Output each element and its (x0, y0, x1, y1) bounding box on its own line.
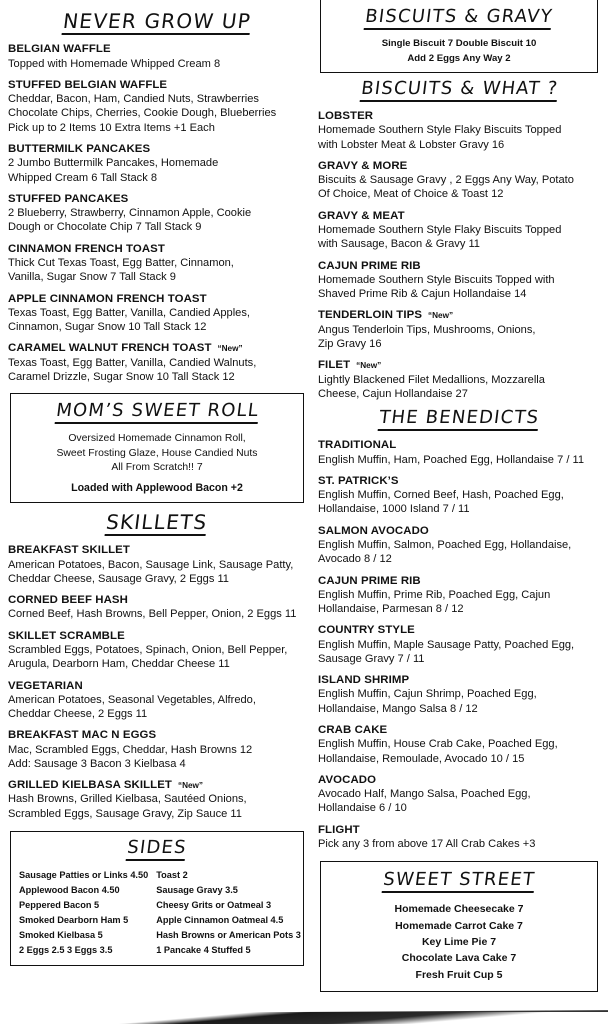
menu-item-description: American Potatoes, Seasonal Vegetables, Alfredo, (8, 693, 256, 706)
menu-item-description: Avocado 8 / 12 (318, 553, 392, 566)
menu-item-description: Cheddar Cheese, 2 Eggs 11 (8, 708, 148, 721)
menu-item (318, 358, 600, 401)
section-heading-moms-sweet-roll: MOM’S SWEET ROLL (54, 401, 260, 424)
menu-item-description: Homemade Southern Style Biscuits Topped with (318, 273, 555, 286)
menu-item (318, 259, 600, 302)
menu-item (318, 308, 600, 351)
new-badge: “New” (217, 344, 243, 354)
menu-item-name: COUNTRY STYLE (318, 624, 415, 637)
menu-item (8, 728, 306, 771)
menu-item-name: GRAVY & MORE (318, 159, 408, 172)
menu-item (318, 109, 600, 152)
menu-item-description: English Muffin, Ham, Poached Egg, Hollandaise 7 / 11 (318, 453, 584, 466)
menu-item-description: Hollandaise, 1000 Island 7 / 11 (318, 503, 470, 516)
moms-sweet-roll-line: All From Scratch!! 7 (111, 461, 203, 473)
menu-item-description: Avocado Half, Mango Salsa, Poached Egg, (318, 788, 531, 801)
sweet-street-line: Fresh Fruit Cup 5 (415, 968, 503, 981)
menu-item-name: GRAVY & MEAT (318, 209, 405, 222)
menu-item-description: Hollandaise, Remoulade, Avocado 10 / 15 (318, 752, 525, 765)
menu-item (8, 142, 306, 185)
menu-item-description: with Sausage, Bacon & Gravy 11 (318, 238, 480, 251)
menu-item-description: English Muffin, Corned Beef, Hash, Poached Egg, (318, 489, 564, 502)
sides-line: Apple Cinnamon Oatmeal 4.5 (156, 915, 284, 926)
section-heading-biscuits-and-gravy: BISCUITS & GRAVY (364, 7, 554, 30)
menu-item-description: Homemade Southern Style Flaky Biscuits Topped (318, 124, 562, 137)
sweet-street-line: Homemade Cheesecake 7 (394, 903, 524, 916)
menu-item-description: Pick up to 2 Items 10 Extra Items +1 Each (8, 121, 215, 134)
biscuits-and-gravy-line: Single Biscuit 7 Double Biscuit 10 (381, 38, 537, 50)
menu-item-description: 2 Jumbo Buttermilk Pancakes, Homemade (8, 157, 219, 170)
menu-item (8, 629, 306, 672)
skillets-items (8, 543, 306, 821)
menu-item-description: Whipped Cream 6 Tall Stack 8 (8, 171, 158, 184)
section-heading-sweet-street: SWEET STREET (382, 870, 537, 893)
menu-item-description: Chocolate Chips, Cherries, Cookie Dough, Blueberries (8, 107, 277, 120)
menu-item-description: Add: Sausage 3 Bacon 3 Kielbasa 4 (8, 757, 186, 770)
menu-item (8, 292, 306, 335)
menu-item-description: Corned Beef, Hash Browns, Bell Pepper, Onion, 2 Eggs 11 (8, 608, 297, 621)
menu-item-name: CORNED BEEF HASH (8, 594, 128, 607)
menu-item-description: Sausage Gravy 7 / 11 (318, 652, 425, 665)
menu-item (8, 242, 306, 285)
menu-item-name: CAJUN PRIME RIB (318, 259, 421, 272)
menu-item-description: Biscuits & Sausage Gravy , 2 Eggs Any Way, Potato (318, 174, 574, 187)
menu-item-name: AVOCADO (318, 773, 377, 786)
menu-item-description: Angus Tenderloin Tips, Mushrooms, Onions, (318, 323, 536, 336)
menu-item-description: English Muffin, House Crab Cake, Poached Egg, (318, 738, 558, 751)
sweet-street-line: Key Lime Pie 7 (421, 936, 497, 948)
moms-sweet-roll-lines (17, 432, 297, 474)
menu-item-description: Zip Gravy 16 (318, 338, 382, 351)
section-biscuits-and-what (318, 79, 600, 401)
menu-item (8, 679, 306, 722)
menu-item (318, 524, 600, 567)
biscuits-and-what-items (318, 109, 600, 401)
menu-item-name: STUFFED BELGIAN WAFFLE (8, 78, 168, 91)
menu-item-name: SKILLET SCRAMBLE (8, 629, 125, 642)
never-grow-up-items (8, 42, 306, 384)
menu-item-description: Thick Cut Texas Toast, Egg Batter, Cinnamon, (8, 257, 234, 270)
sides-line: Cheesy Grits or Oatmeal 3 (156, 900, 272, 911)
section-heading-never-grow-up: NEVER GROW UP (62, 10, 253, 35)
moms-sweet-roll-line: Oversized Homemade Cinnamon Roll, (68, 433, 246, 445)
menu-item-name: LOBSTER (318, 110, 374, 123)
sides-line: Sausage Patties or Links 4.50 (19, 870, 149, 881)
menu-item (318, 623, 600, 666)
menu-item-description: Texas Toast, Egg Batter, Vanilla, Candied Apples, (8, 306, 250, 319)
menu-item-description: Cheddar, Bacon, Ham, Candied Nuts, Strawberries (8, 93, 259, 106)
box-moms-sweet-roll (10, 393, 304, 503)
menu-item-description: English Muffin, Maple Sausage Patty, Poached Egg, (318, 638, 575, 651)
section-heading-sides: SIDES (126, 838, 188, 861)
section-heading-the-benedicts: THE BENEDICTS (378, 408, 541, 431)
menu-item (8, 78, 306, 135)
menu-item (318, 438, 600, 467)
menu-item-name: FILET “New” (318, 359, 382, 372)
section-heading-biscuits-and-what: BISCUITS & WHAT ? (359, 79, 559, 102)
menu-item-name: TRADITIONAL (318, 439, 397, 452)
new-badge: “New” (428, 311, 454, 321)
sides-line: Sausage Gravy 3.5 (156, 885, 238, 896)
menu-item-description: Hollandaise, Mango Salsa 8 / 12 (318, 702, 478, 715)
menu-item-name: TENDERLOIN TIPS “New” (318, 309, 454, 322)
menu-item-description: American Potatoes, Bacon, Sausage Link, Sausage Patty, (8, 558, 294, 571)
sides-column-2 (156, 868, 301, 958)
moms-sweet-roll-line: Sweet Frosting Glaze, House Candied Nuts (56, 447, 258, 459)
menu-item-name: ISLAND SHRIMP (318, 674, 410, 687)
menu-item-description: Shaved Prime Rib & Cajun Hollandaise 14 (318, 288, 527, 301)
sides-grid (19, 868, 301, 958)
right-column (312, 0, 608, 1024)
menu-item-description: Hollandaise, Parmesan 8 / 12 (318, 603, 464, 616)
menu-item-description: Topped with Homemade Whipped Cream 8 (8, 57, 221, 70)
menu-item-description: Vanilla, Sugar Snow 7 Tall Stack 9 (8, 271, 176, 284)
menu-item-name: CARAMEL WALNUT FRENCH TOAST “New” (8, 342, 243, 355)
menu-item-description: Texas Toast, Egg Batter, Vanilla, Candied Walnuts, (8, 356, 257, 369)
scan-edge (0, 1012, 608, 1024)
menu-item-description: Dough or Chocolate Chip 7 Tall Stack 9 (8, 221, 202, 234)
menu-item-description: English Muffin, Salmon, Poached Egg, Hollandaise, (318, 538, 572, 551)
menu-item (318, 474, 600, 517)
biscuits-and-gravy-lines (327, 37, 591, 66)
menu-item-name: CRAB CAKE (318, 724, 388, 737)
menu-item-name: CAJUN PRIME RIB (318, 574, 421, 587)
menu-item-name: APPLE CINNAMON FRENCH TOAST (8, 292, 207, 305)
sides-line: 2 Eggs 2.5 3 Eggs 3.5 (19, 945, 113, 956)
menu-item (318, 823, 600, 852)
sides-line: Peppered Bacon 5 (19, 900, 100, 911)
box-sweet-street (320, 861, 598, 991)
sides-line: Smoked Kielbasa 5 (19, 930, 103, 941)
menu-item-description: Scrambled Eggs, Sausage Gravy, Zip Sauce 11 (8, 807, 242, 820)
menu-item-description: Pick any 3 from above 17 All Crab Cakes +3 (318, 838, 536, 851)
benedicts-items (318, 438, 600, 851)
box-biscuits-and-gravy (320, 0, 598, 73)
sides-line: Toast 2 (156, 870, 188, 881)
moms-sweet-roll-note: Loaded with Applewood Bacon +2 (71, 481, 243, 494)
menu-item-description: Arugula, Dearborn Ham, Cheddar Cheese 11 (8, 658, 230, 671)
menu-item-name: ST. PATRICK’S (318, 474, 399, 487)
section-skillets (8, 511, 306, 821)
menu-item (318, 723, 600, 766)
menu-item-description: Scrambled Eggs, Potatoes, Spinach, Onion, Bell Pepper, (8, 643, 288, 656)
sides-column-1 (19, 868, 148, 958)
sides-line: Hash Browns or American Pots 3 (156, 930, 301, 941)
section-never-grow-up (8, 10, 306, 384)
menu-item (318, 773, 600, 816)
menu-item (318, 159, 600, 202)
menu-item-name: FLIGHT (318, 823, 360, 836)
menu-item-description: English Muffin, Prime Rib, Poached Egg, Cajun (318, 588, 551, 601)
menu-item-description: Hash Browns, Grilled Kielbasa, Sautéed Onions, (8, 793, 247, 806)
menu-item-name: CINNAMON FRENCH TOAST (8, 242, 165, 255)
menu-item-description: Cinnamon, Sugar Snow 10 Tall Stack 12 (8, 321, 207, 334)
sides-line: Applewood Bacon 4.50 (19, 885, 120, 896)
menu-item-description: Homemade Southern Style Flaky Biscuits Topped (318, 224, 562, 237)
menu-item (318, 574, 600, 617)
new-badge: “New” (356, 361, 382, 371)
menu-item-description: Hollandaise 6 / 10 (318, 802, 407, 815)
sweet-street-line: Homemade Carrot Cake 7 (395, 919, 523, 932)
section-heading-skillets: SKILLETS (105, 511, 209, 536)
menu-item (8, 192, 306, 235)
menu-item-name: BUTTERMILK PANCAKES (8, 143, 151, 156)
menu-item (8, 543, 306, 586)
menu-item-description: with Lobster Meat & Lobster Gravy 16 (318, 138, 505, 151)
menu-item-description: Mac, Scrambled Eggs, Cheddar, Hash Browns 12 (8, 743, 253, 756)
menu-item-name: BREAKFAST MAC N EGGS (8, 729, 157, 742)
menu-item-name: VEGETARIAN (8, 679, 83, 692)
menu-item (8, 593, 306, 622)
menu-item-description: Cheese, Cajun Hollandaise 27 (318, 387, 468, 400)
menu-item-name: BREAKFAST SKILLET (8, 544, 130, 557)
menu-item-description: 2 Blueberry, Strawberry, Cinnamon Apple, Cookie (8, 207, 252, 220)
sides-line: Smoked Dearborn Ham 5 (19, 915, 129, 926)
menu-item-name: BELGIAN WAFFLE (8, 43, 111, 56)
sweet-street-lines (327, 901, 591, 982)
menu-item-description: Lightly Blackened Filet Medallions, Mozzarella (318, 373, 545, 386)
menu-item (8, 778, 306, 821)
menu-item-description: Of Choice, Meat of Choice & Toast 12 (318, 188, 504, 201)
menu-item (318, 209, 600, 252)
menu-item-name: SALMON AVOCADO (318, 524, 429, 537)
biscuits-and-gravy-line: Add 2 Eggs Any Way 2 (407, 52, 511, 64)
menu-item-name: GRILLED KIELBASA SKILLET “New” (8, 779, 204, 792)
new-badge: “New” (177, 781, 204, 791)
box-sides (10, 831, 304, 966)
section-the-benedicts (318, 408, 600, 851)
menu-item-description: Caramel Drizzle, Sugar Snow 10 Tall Stack 12 (8, 371, 235, 383)
sweet-street-line: Chocolate Lava Cake 7 (401, 952, 517, 965)
menu-item (318, 673, 600, 716)
menu-item-description: English Muffin, Cajun Shrimp, Poached Egg, (318, 688, 537, 701)
menu-item (8, 42, 306, 71)
menu-item-description: Cheddar Cheese, Sausage Gravy, 2 Eggs 11 (8, 572, 229, 585)
sides-line: 1 Pancake 4 Stuffed 5 (156, 945, 251, 956)
menu-item-name: STUFFED PANCAKES (8, 192, 129, 205)
menu-item (8, 341, 306, 384)
